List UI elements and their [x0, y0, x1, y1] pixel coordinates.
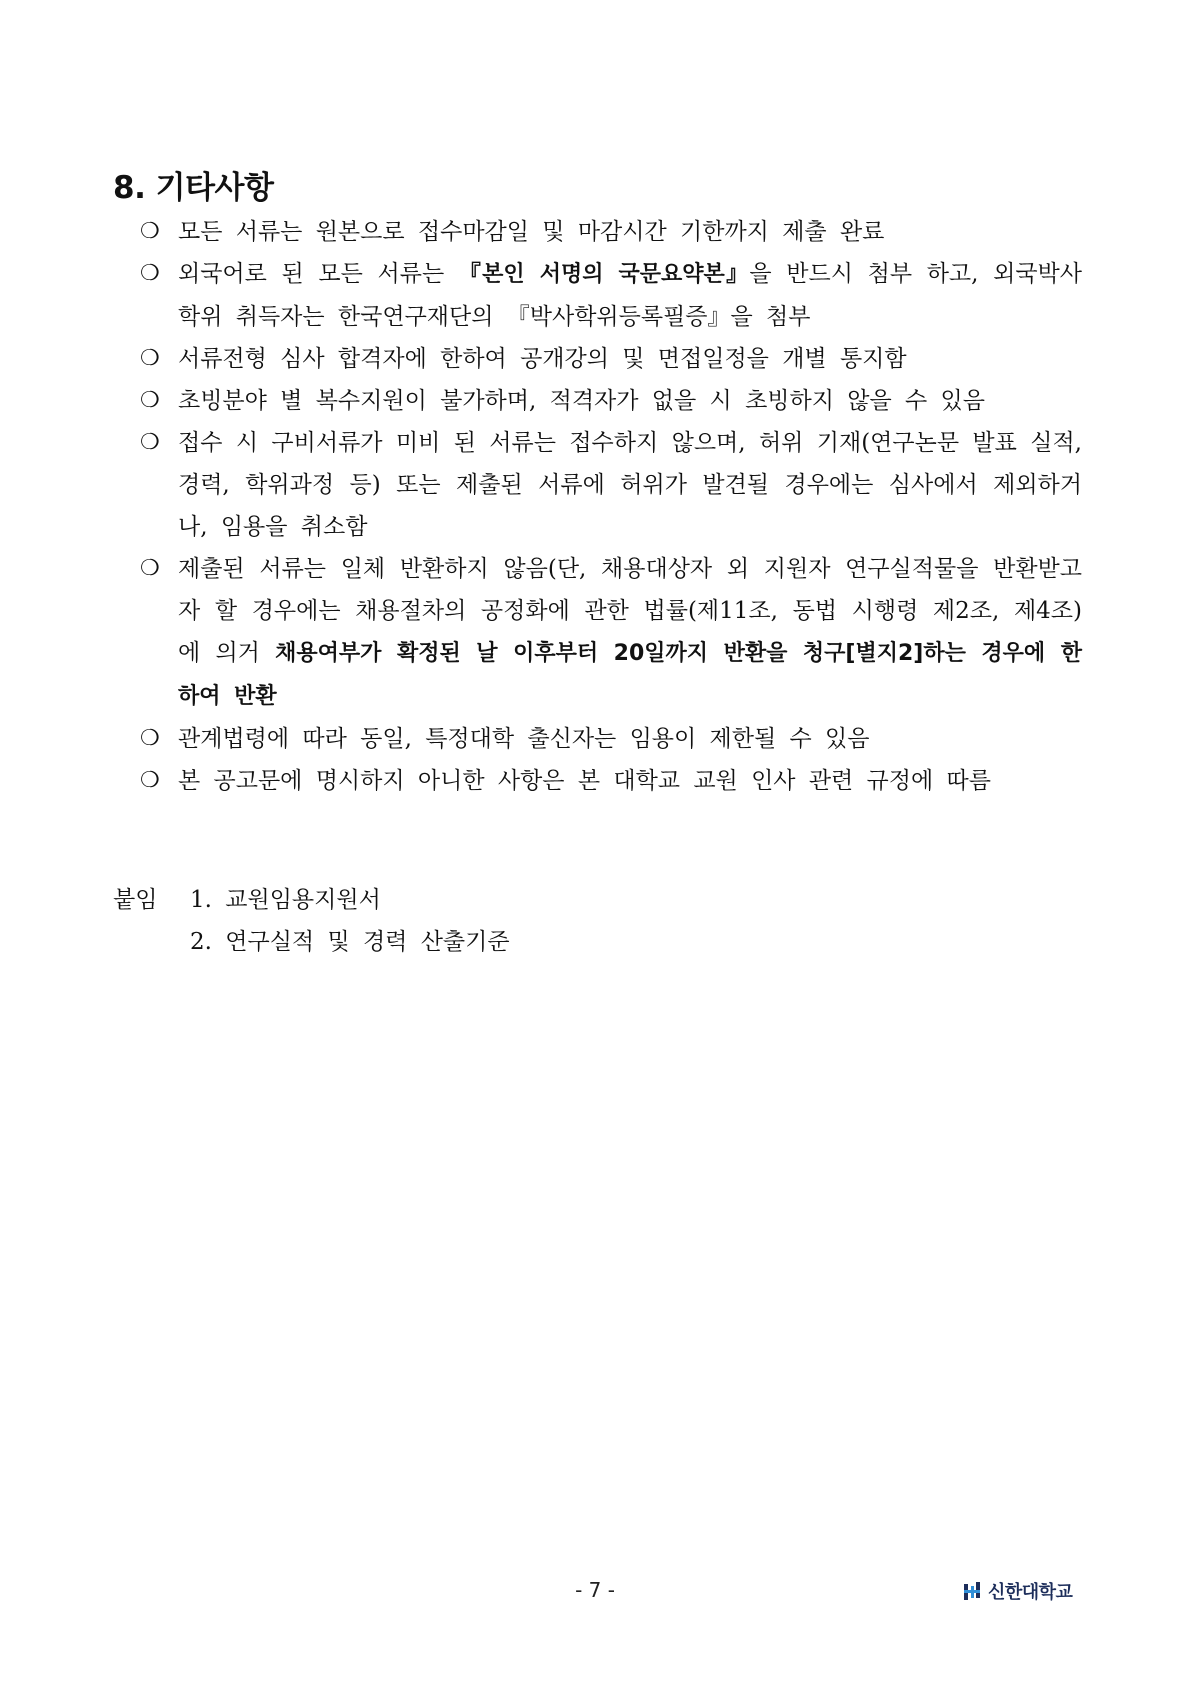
list-item [140, 253, 1082, 338]
page-number: - 7 - [575, 1578, 615, 1602]
shinhan-university-logo-icon [962, 1580, 984, 1602]
section-title: 8. 기타사항 [113, 170, 274, 206]
item-bold-text: 채용여부가 확정된 날 이후부터 20일까지 반환을 청구[별지2]하는 경우에 한하여 반환 [178, 641, 1083, 709]
university-logo [962, 1578, 1072, 1604]
circle-bullet-icon: ❍ [140, 430, 160, 455]
circle-bullet-icon: ❍ [140, 556, 160, 581]
item-text: 초빙분야 별 복수지원이 불가하며, 적격자가 없을 시 초빙하지 않을 수 있음 [178, 388, 985, 414]
item-text: 접수 시 구비서류가 미비 된 서류는 접수하지 않으며, 허위 기재(연구논문 발표 실적, 경력, 학위과정 등) 또는 제출된 서류에 허위가 발견될 경우에는 심사에서 제외하거나, 임용을 취소함 [178, 430, 1082, 540]
circle-bullet-icon: ❍ [140, 388, 160, 413]
item-text: 본 공고문에 명시하지 아니한 사항은 본 대학교 교원 인사 관련 규정에 따름 [178, 768, 991, 794]
item-text: 관계법령에 따라 동일, 특정대학 출신자는 임용이 제한될 수 있음 [178, 726, 870, 752]
circle-bullet-icon: ❍ [140, 219, 160, 244]
list-item [140, 211, 1082, 253]
circle-bullet-icon: ❍ [140, 261, 160, 286]
attachment-item: 2. 연구실적 및 경력 산출기준 [190, 929, 510, 955]
notice-list [140, 211, 1082, 802]
list-item [140, 718, 1082, 760]
list-item [140, 760, 1082, 802]
item-text: 제출된 서류는 일체 반환하지 않음(단, 채용대상자 외 지원자 연구실적물을 반환받고자 할 경우에는 채용절차의 공정화에 관한 법률(제11조, 동법 시행령 제2조, 제4조)에 의거 [178, 556, 1082, 666]
circle-bullet-icon: ❍ [140, 768, 160, 793]
attachments-label: 붙임 [113, 887, 158, 913]
list-item [140, 338, 1082, 380]
item-text: 을 반드시 첨부 하고, 외국박사학위 취득자는 한국연구재단의 『박사학위등록필증』을 첨부 [178, 261, 1082, 330]
attachments [113, 879, 510, 963]
list-item [140, 422, 1082, 548]
circle-bullet-icon: ❍ [140, 726, 160, 751]
item-text: 모든 서류는 원본으로 접수마감일 및 마감시간 기한까지 제출 완료 [178, 219, 885, 245]
item-text: 외국어로 된 모든 서류는 [178, 261, 459, 287]
item-bold-text: 『본인 서명의 국문요약본』 [458, 262, 750, 287]
list-item [140, 548, 1082, 718]
item-text: 서류전형 심사 합격자에 한하여 공개강의 및 면접일정을 개별 통지함 [178, 346, 907, 372]
attachment-item: 1. 교원임용지원서 [190, 887, 381, 913]
logo-text: 신한대학교 [988, 1582, 1073, 1603]
list-item [140, 380, 1082, 422]
circle-bullet-icon: ❍ [140, 346, 160, 371]
